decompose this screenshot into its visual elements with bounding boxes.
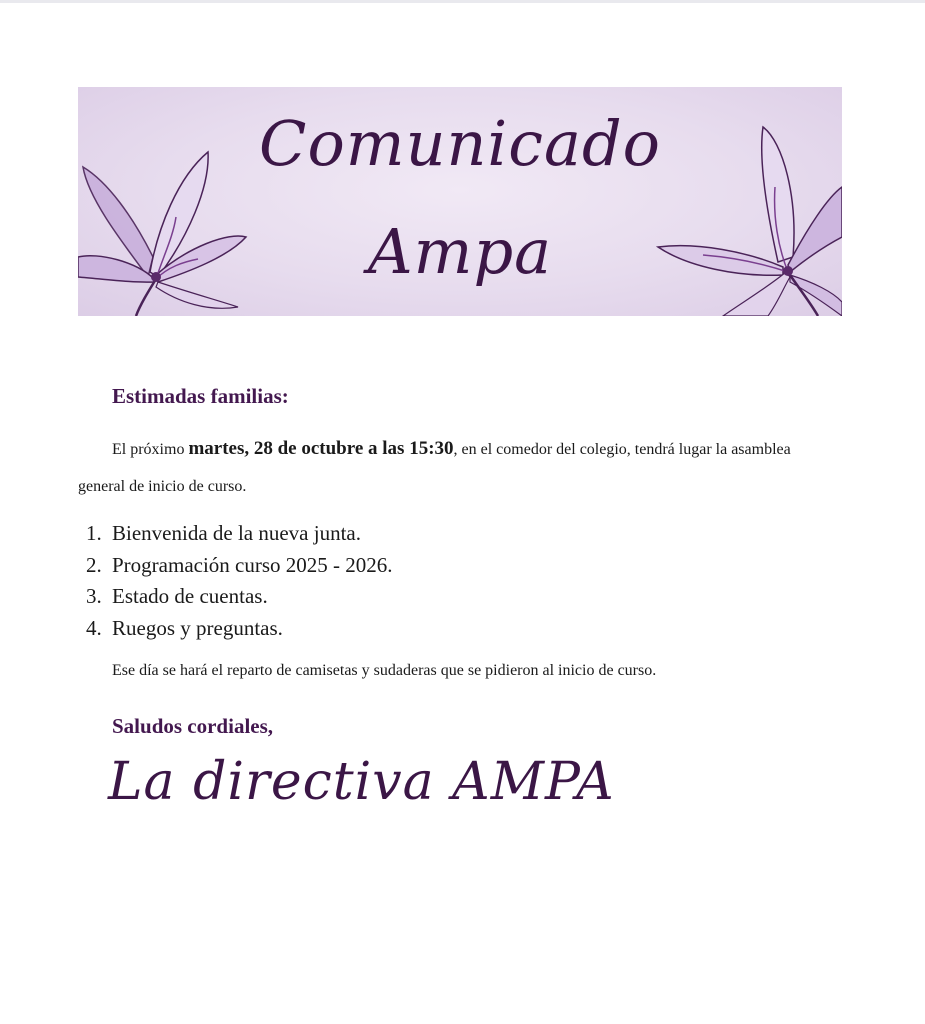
agenda-item — [78, 613, 393, 645]
agenda-item — [78, 518, 393, 550]
header-banner — [78, 87, 842, 316]
agenda-item-number: 4. — [86, 615, 102, 640]
closing-salutation: Saludos cordiales, — [112, 714, 274, 738]
agenda-item-number: 3. — [86, 584, 102, 608]
paragraph-text-start: El próximo — [112, 441, 189, 458]
meeting-datetime: martes, 28 de octubre a las 15:30 — [188, 438, 454, 459]
banner-subtitle: Ampa — [367, 215, 553, 288]
banner-title: Comunicado — [259, 107, 661, 180]
agenda-item-text: Programación curso 2025 - 2026. — [112, 552, 393, 577]
agenda-item-text: Ruegos y preguntas. — [112, 615, 283, 640]
agenda-list — [78, 518, 393, 644]
agenda-item-number: 1. — [86, 521, 102, 545]
agenda-item-number: 2. — [86, 552, 102, 577]
distribution-note: Ese día se hará el reparto de camisetas y sudaderas que se pidieron al inicio de curso. — [112, 662, 657, 679]
paragraph-text-end: , en el comedor del colegio, tendrá lugar la asamblea general de inicio de curso. — [78, 441, 791, 495]
agenda-item-text: Estado de cuentas. — [112, 584, 268, 608]
announcement-paragraph — [78, 430, 838, 505]
signature: La directiva AMPA — [108, 752, 615, 812]
top-divider — [0, 0, 925, 3]
agenda-item-text: Bienvenida de la nueva junta. — [112, 521, 361, 545]
greeting: Estimadas familias: — [112, 384, 289, 408]
agenda-item — [78, 550, 393, 582]
agenda-item — [78, 581, 393, 613]
